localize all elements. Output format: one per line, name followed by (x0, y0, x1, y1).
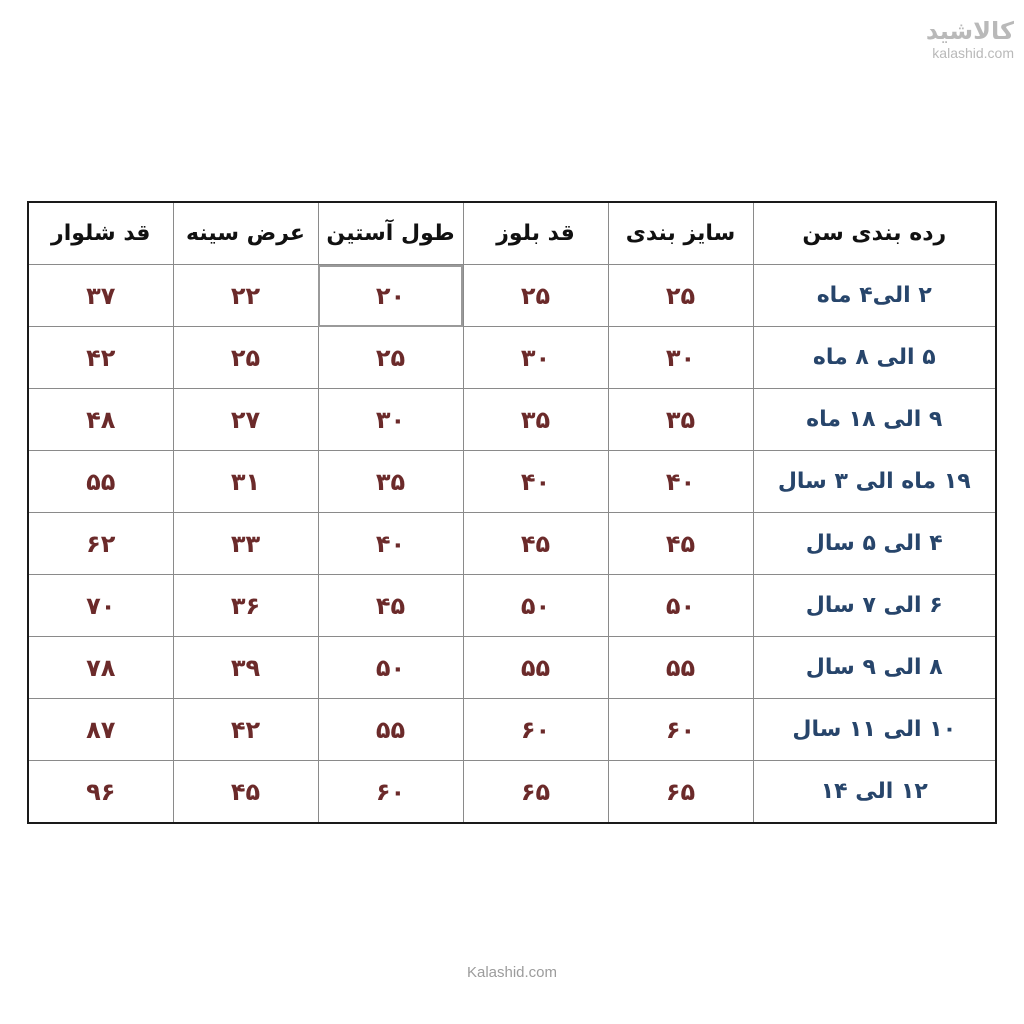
chest-width-cell: ۴۲ (173, 699, 318, 761)
age-range-cell: ۲ الی۴ ماه (753, 265, 996, 327)
sleeve-length-cell: ۵۰ (318, 637, 463, 699)
chest-width-cell: ۳۱ (173, 451, 318, 513)
chest-width-cell: ۳۹ (173, 637, 318, 699)
table-row (28, 761, 996, 824)
chest-width-cell: ۳۳ (173, 513, 318, 575)
sleeve-length-cell: ۶۰ (318, 761, 463, 824)
sleeve-length-cell: ۵۵ (318, 699, 463, 761)
size-cell: ۵۰ (608, 575, 753, 637)
sleeve-length-cell: ۲۵ (318, 327, 463, 389)
blouse-length-cell: ۵۰ (463, 575, 608, 637)
blouse-length-cell: ۲۵ (463, 265, 608, 327)
blouse-length-cell: ۳۵ (463, 389, 608, 451)
chest-width-cell: ۲۵ (173, 327, 318, 389)
size-cell: ۳۵ (608, 389, 753, 451)
pants-length-cell: ۷۸ (28, 637, 173, 699)
header-blouse-length: قد بلوز (463, 202, 608, 265)
pants-length-cell: ۳۷ (28, 265, 173, 327)
table-row (28, 513, 996, 575)
sleeve-length-cell: ۳۰ (318, 389, 463, 451)
pants-length-cell: ۷۰ (28, 575, 173, 637)
size-cell: ۲۵ (608, 265, 753, 327)
age-range-cell: ۴ الی ۵ سال (753, 513, 996, 575)
table-header (28, 202, 996, 265)
chest-width-cell: ۲۷ (173, 389, 318, 451)
size-cell: ۶۵ (608, 761, 753, 824)
table-row (28, 575, 996, 637)
size-cell: ۴۵ (608, 513, 753, 575)
header-age-range: رده بندی سن (753, 202, 996, 265)
table-body (28, 265, 996, 824)
table-row (28, 389, 996, 451)
table-row (28, 265, 996, 327)
header-sleeve-length: طول آستین (318, 202, 463, 265)
size-cell: ۵۵ (608, 637, 753, 699)
brand-url: kalashid.com (932, 45, 1014, 62)
pants-length-cell: ۴۸ (28, 389, 173, 451)
header-row (28, 202, 996, 265)
age-range-cell: ۸ الی ۹ سال (753, 637, 996, 699)
brand-name-fa: کالاشید (925, 17, 1014, 45)
blouse-length-cell: ۳۰ (463, 327, 608, 389)
chest-width-cell: ۲۲ (173, 265, 318, 327)
blouse-length-cell: ۴۰ (463, 451, 608, 513)
sleeve-length-cell: ۲۰ (318, 265, 463, 327)
footer-watermark: Kalashid.com (466, 964, 558, 981)
pants-length-cell: ۴۲ (28, 327, 173, 389)
blouse-length-cell: ۵۵ (463, 637, 608, 699)
age-range-cell: ۵ الی ۸ ماه (753, 327, 996, 389)
blouse-length-cell: ۶۵ (463, 761, 608, 824)
age-range-cell: ۱۲ الی ۱۴ (753, 761, 996, 824)
size-cell: ۶۰ (608, 699, 753, 761)
blouse-length-cell: ۴۵ (463, 513, 608, 575)
age-range-cell: ۱۰ الی ۱۱ سال (753, 699, 996, 761)
header-pants-length: قد شلوار (28, 202, 173, 265)
table-row (28, 699, 996, 761)
pants-length-cell: ۹۶ (28, 761, 173, 824)
age-range-cell: ۶ الی ۷ سال (753, 575, 996, 637)
chest-width-cell: ۳۶ (173, 575, 318, 637)
size-cell: ۳۰ (608, 327, 753, 389)
size-cell: ۴۰ (608, 451, 753, 513)
age-range-cell: ۱۹ ماه الی ۳ سال (753, 451, 996, 513)
header-chest-width: عرض سینه (173, 202, 318, 265)
header-size: سایز بندی (608, 202, 753, 265)
pants-length-cell: ۸۷ (28, 699, 173, 761)
pants-length-cell: ۶۲ (28, 513, 173, 575)
sleeve-length-cell: ۳۵ (318, 451, 463, 513)
sleeve-length-cell: ۴۰ (318, 513, 463, 575)
pants-length-cell: ۵۵ (28, 451, 173, 513)
sleeve-length-cell: ۴۵ (318, 575, 463, 637)
table-row (28, 451, 996, 513)
table-row (28, 637, 996, 699)
chest-width-cell: ۴۵ (173, 761, 318, 824)
table-row (28, 327, 996, 389)
blouse-length-cell: ۶۰ (463, 699, 608, 761)
size-chart-table (27, 201, 997, 824)
brand-watermark (926, 18, 1014, 62)
age-range-cell: ۹ الی ۱۸ ماه (753, 389, 996, 451)
